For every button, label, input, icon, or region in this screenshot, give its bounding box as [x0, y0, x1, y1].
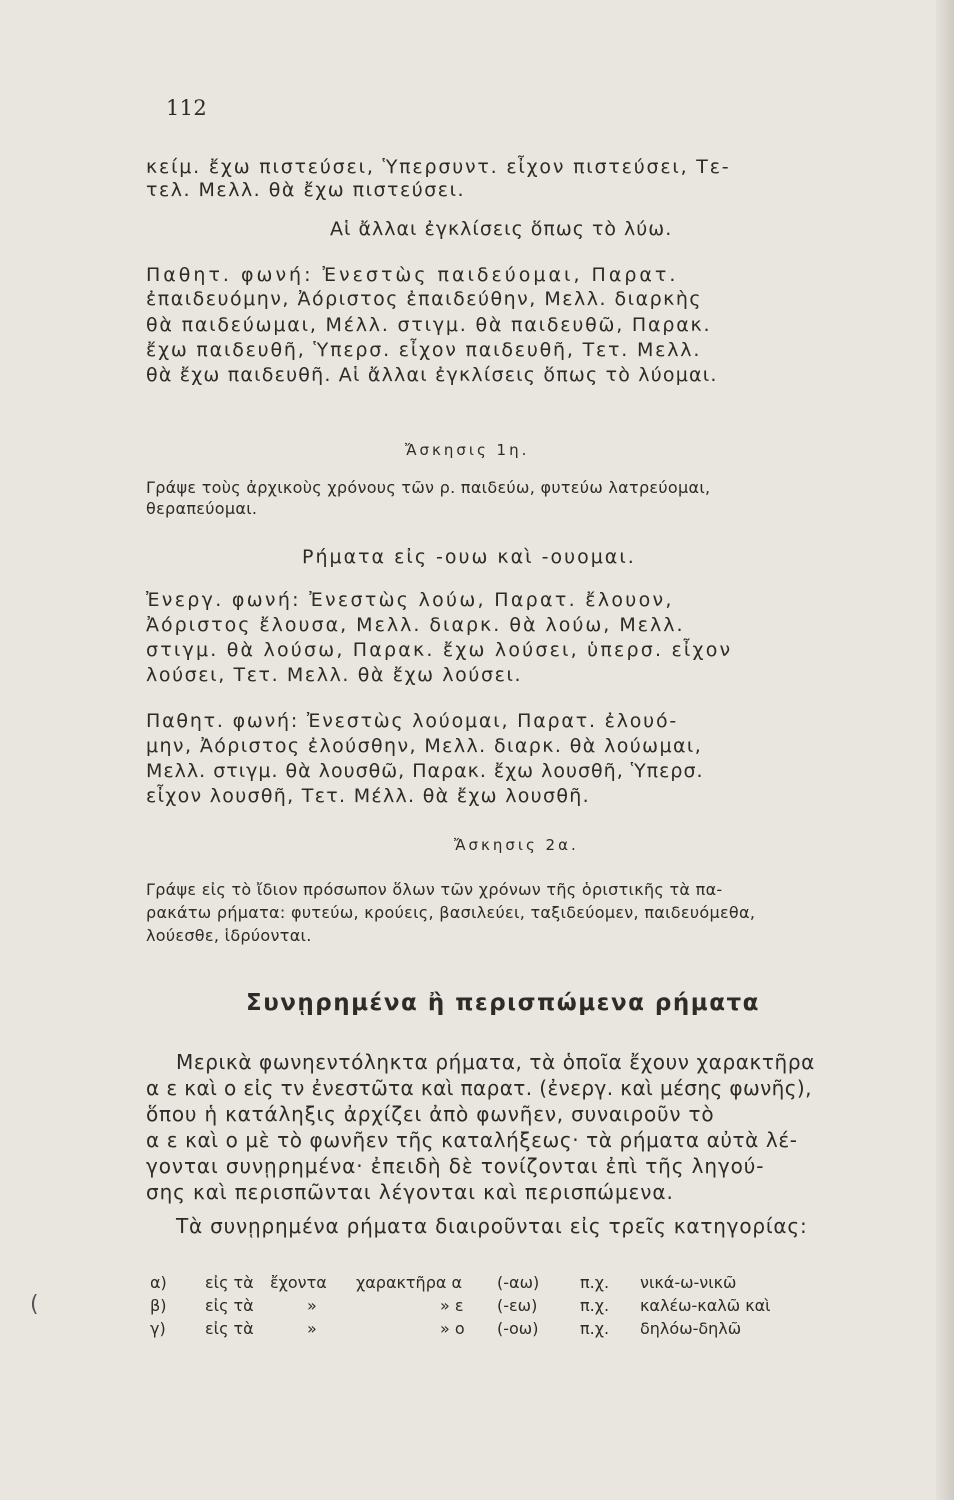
exercise-text: θεραπεύομαι. [146, 499, 258, 518]
category-cell: » [307, 1296, 317, 1315]
text-line: στιγμ. θὰ λούσω, Παρακ. ἔχω λούσει, ὑπερσ. εἶχον [146, 639, 733, 661]
exercise-title: Ἄσκησις 1η. [405, 441, 530, 459]
text-line: ἐπαιδευόμην, Ἀόριστος ἐπαιδεύθην, Μελλ. διαρκὴς [146, 288, 703, 310]
category-ending: (-αω) [497, 1273, 540, 1292]
text-line: θὰ ἔχω παιδευθῆ. Αἱ ἄλλαι ἐγκλίσεις ὅπως τὸ λύομαι. [146, 364, 718, 386]
category-ending: (-εω) [497, 1296, 538, 1315]
text-line: τελ. Μελλ. θὰ ἔχω πιστεύσει. [146, 179, 466, 201]
category-marker: β) [150, 1296, 167, 1315]
text-line: ἔχω παιδευθῆ, Ὑπερσ. εἶχον παιδευθῆ, Τετ. Μελλ. [146, 339, 702, 361]
exercise-text: λούεσθε, ἱδρύονται. [146, 926, 312, 945]
text-line: Μελλ. στιγμ. θὰ λουσθῶ, Παρακ. ἔχω λουσθῆ, Ὑπερσ. [146, 760, 704, 782]
body-line: Τὰ συνῃρημένα ρήματα διαιροῦνται εἰς τρεῖς κατηγορίας: [176, 1214, 808, 1238]
body-line: γονται συνῃρημένα· ἐπειδὴ δὲ τονίζονται ἐπὶ τῆς ληγού- [146, 1154, 765, 1178]
category-cell: » ε [440, 1296, 464, 1315]
section-heading: Συνῃρημένα ἢ περισπώμενα ρήματα [246, 990, 760, 1016]
text-line: θὰ παιδεύωμαι, Μέλλ. στιγμ. θὰ παιδευθῶ, Παρακ. [146, 314, 712, 336]
section-subtitle: Ρήματα εἰς -ουω καὶ -ουομαι. [302, 546, 636, 568]
category-cell: εἰς τὰ [205, 1319, 254, 1338]
text-line: εἶχον λουσθῆ, Τετ. Μέλλ. θὰ ἔχω λουσθῆ. [146, 785, 590, 807]
page-number: 112 [166, 96, 207, 120]
category-example: νικά-ω-νικῶ [640, 1273, 737, 1292]
page-edge-shadow [936, 0, 954, 1500]
text-line: Ἀόριστος ἔλουσα, Μελλ. διαρκ. θὰ λούω, Μελλ. [146, 614, 685, 636]
body-line: σης καὶ περισπῶνται λέγονται καὶ περισπώμενα. [146, 1180, 674, 1204]
body-line: α ε καὶ ο μὲ τὸ φωνῆεν τῆς καταλήξεως· τὰ ρήματα αὐτὰ λέ- [146, 1128, 798, 1152]
text-line: Ἐνεργ. φωνή: Ἐνεστὼς λούω, Παρατ. ἔλουον, [146, 589, 674, 611]
exercise-text: Γράψε τοὺς ἀρχικοὺς χρόνους τῶν ρ. παιδεύω, φυτεύω λατρεύομαι, [146, 478, 711, 497]
category-ending: (-οω) [497, 1319, 539, 1338]
text-line: Παθητ. φωνή: Ἐνεστὼς παιδεύομαι, Παρατ. [146, 264, 679, 286]
category-cell: π.χ. [580, 1296, 610, 1315]
text-line: λούσει, Τετ. Μελλ. θὰ ἔχω λούσει. [146, 664, 523, 686]
category-cell: ἔχοντα [270, 1273, 327, 1292]
category-cell: εἰς τὰ [205, 1296, 254, 1315]
category-cell: » ο [440, 1319, 465, 1338]
text-line: Αἱ ἄλλαι ἐγκλίσεις ὅπως τὸ λύω. [330, 218, 673, 240]
category-cell: εἰς τὰ [205, 1273, 254, 1292]
body-line: ὅπου ἡ κατάληξις ἀρχίζει ἀπὸ φωνῆεν, συναιροῦν τὸ [146, 1102, 715, 1126]
category-cell: π.χ. [580, 1319, 610, 1338]
exercise-title: Ἄσκησις 2α. [454, 836, 579, 854]
body-line: α ε καὶ ο εἰς τν ἐνεστῶτα καὶ παρατ. (ἐνεργ. καὶ μέσης φωνῆς), [146, 1076, 812, 1100]
text-line: μην, Ἀόριστος ἐλούσθην, Μελλ. διαρκ. θὰ λούωμαι, [146, 735, 703, 757]
category-marker: α) [150, 1273, 167, 1292]
category-marker: γ) [150, 1319, 166, 1338]
category-cell: » [307, 1319, 317, 1338]
category-example: δηλόω-δηλῶ [640, 1319, 742, 1338]
text-line: κείμ. ἔχω πιστεύσει, Ὑπερσυντ. εἶχον πιστεύσει, Τε- [146, 156, 731, 178]
category-example: καλέω-καλῶ καὶ [640, 1296, 771, 1315]
category-cell: π.χ. [580, 1273, 610, 1292]
exercise-text: Γράψε εἰς τὸ ἴδιον πρόσωπον ὅλων τῶν χρόνων τῆς ὁριστικῆς τὰ πα- [146, 880, 723, 899]
text-line: Παθητ. φωνή: Ἐνεστὼς λούομαι, Παρατ. ἐλουό- [146, 710, 679, 732]
body-line: Μερικὰ φωνηεντόληκτα ρήματα, τὰ ὁποῖα ἔχουν χαρακτῆρα [176, 1050, 815, 1074]
margin-bracket-mark: ( [30, 1292, 39, 1317]
category-cell: χαρακτῆρα α [356, 1273, 463, 1292]
exercise-text: ρακάτω ρήματα: φυτεύω, κρούεις, βασιλεύει, ταξιδεύομεν, παιδευόμεθα, [146, 903, 756, 922]
